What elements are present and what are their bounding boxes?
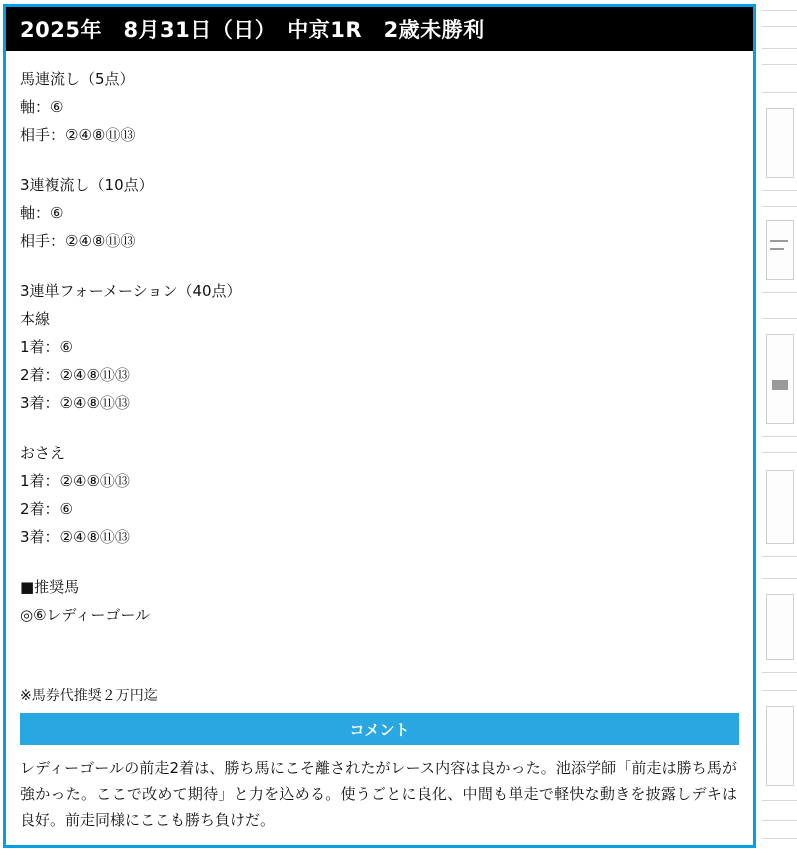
umaren-axis: 軸：⑥ [20, 98, 64, 116]
background-scan-strip [762, 0, 797, 852]
formation-sub-label: おさえ [20, 444, 66, 462]
race-title-bar [6, 7, 753, 51]
recommended-horse: ◎⑥レディーゴール [20, 606, 151, 624]
race-prediction-card [3, 4, 756, 848]
spacer [20, 255, 739, 277]
umaren-heading: 馬連流し（5点） [20, 70, 135, 88]
sanrentan-heading: 3連単フォーメーション（40点） [20, 282, 242, 300]
spacer [20, 149, 739, 171]
recommended-horse-heading: ■推奨馬 [20, 578, 80, 596]
sanrenpuku-axis: 軸：⑥ [20, 204, 64, 222]
spacer [20, 417, 739, 439]
sanrenpuku-partners: 相手：②④⑧⑪⑬ [20, 232, 136, 250]
comment-body: レディーゴールの前走2着は、勝ち馬にこそ離されたがレース内容は良かった。池添学師「前走は勝ち馬が強かった。ここで改めて期待」と力を込める。使うごとに良化、中間も単走で軽快な動きを披露しデキは良好。前走同様にここも勝ち負けだ。 [20, 759, 737, 829]
comment-section-header [20, 713, 739, 745]
page-title: 2025年 8月31日（日） 中京1R 2歳未勝利 [20, 18, 485, 42]
umaren-partners: 相手：②④⑧⑪⑬ [20, 126, 136, 144]
budget-note: ※馬券代推奨２万円迄 [20, 688, 158, 704]
bets-body [6, 51, 753, 629]
formation-main-first: 1着：⑥ [20, 338, 73, 356]
sanrenpuku-heading: 3連複流し（10点） [20, 176, 154, 194]
formation-main-second: 2着：②④⑧⑪⑬ [20, 366, 130, 384]
comment-bar-label: コメント [349, 720, 410, 739]
formation-main-third: 3着：②④⑧⑪⑬ [20, 394, 130, 412]
formation-sub-third: 3着：②④⑧⑪⑬ [20, 528, 130, 546]
formation-sub-first: 1着：②④⑧⑪⑬ [20, 472, 130, 490]
formation-main-label: 本線 [20, 310, 51, 328]
formation-sub-second: 2着：⑥ [20, 500, 73, 518]
spacer [20, 551, 739, 573]
